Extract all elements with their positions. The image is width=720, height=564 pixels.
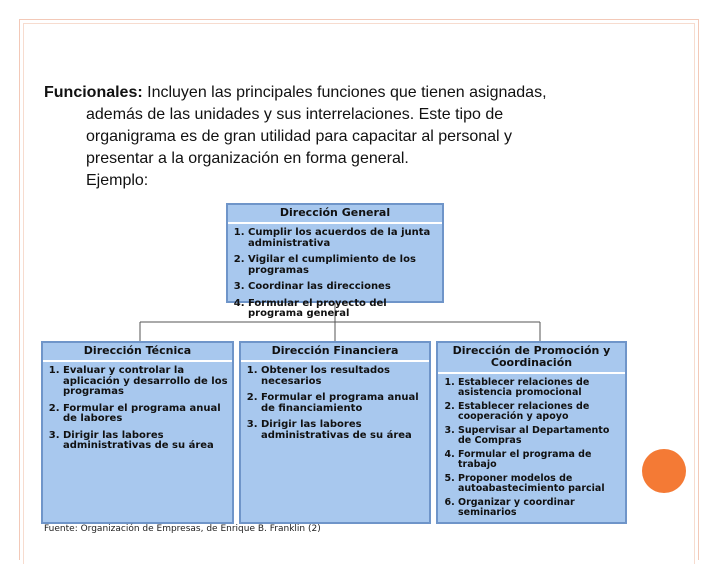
function-list bbox=[438, 374, 625, 518]
function-item: 2. Establecer relaciones de cooperación y apoyo bbox=[458, 402, 621, 422]
function-list bbox=[241, 362, 429, 441]
source-caption: Fuente: Organización de Empresas, de Enrique B. Franklin (2) bbox=[44, 524, 321, 534]
function-item: 1. Establecer relaciones de asistencia promocional bbox=[458, 378, 621, 398]
function-item: 1. Cumplir los acuerdos de la junta administrativa bbox=[248, 228, 438, 249]
function-item: 2. Formular el programa anual de financiamiento bbox=[261, 393, 425, 414]
intro-line-4: presentar a la organización en forma general. bbox=[86, 150, 409, 167]
box-direccion-promocion bbox=[436, 341, 627, 524]
function-item: 3. Dirigir las labores administrativas de su área bbox=[63, 431, 228, 452]
function-item: 2. Vigilar el cumplimiento de los programas bbox=[248, 255, 438, 276]
box-title: Dirección de Promoción y Coordinación bbox=[438, 343, 625, 374]
function-list bbox=[43, 362, 232, 452]
box-direccion-general bbox=[226, 203, 444, 319]
function-item: 4. Formular el programa de trabajo bbox=[458, 450, 621, 470]
intro-line-3: organigrama es de gran utilidad para capacitar al personal y bbox=[86, 128, 513, 145]
function-item: 5. Proponer modelos de autoabastecimiento parcial bbox=[458, 474, 621, 494]
function-item: 3. Coordinar las direcciones bbox=[248, 282, 438, 293]
function-item: 1. Obtener los resultados necesarios bbox=[261, 366, 425, 387]
function-list bbox=[228, 224, 442, 320]
box-title: Dirección Técnica bbox=[43, 343, 232, 362]
function-item: 3. Supervisar al Departamento de Compras bbox=[458, 426, 621, 446]
function-item: 3. Dirigir las labores administrativas de su área bbox=[261, 420, 425, 441]
intro-line-1: Incluyen las principales funciones que tienen asignadas, bbox=[142, 84, 547, 101]
function-item: 1. Evaluar y controlar la aplicación y desarrollo de los programas bbox=[63, 366, 228, 398]
box-title: Dirección Financiera bbox=[241, 343, 429, 362]
function-item: 2. Formular el programa anual de labores bbox=[63, 404, 228, 425]
function-item: 6. Organizar y coordinar seminarios bbox=[458, 498, 621, 518]
decorative-circle bbox=[642, 449, 686, 493]
intro-term: Funcionales: bbox=[44, 84, 143, 101]
intro-line-2: además de las unidades y sus interrelaciones. Este tipo de bbox=[86, 106, 504, 123]
box-direccion-tecnica bbox=[41, 341, 234, 524]
intro-example-label: Ejemplo: bbox=[86, 172, 149, 189]
box-direccion-financiera bbox=[239, 341, 431, 524]
box-title: Dirección General bbox=[228, 205, 442, 224]
function-item: 4. Formular el proyecto del programa general bbox=[248, 299, 438, 320]
